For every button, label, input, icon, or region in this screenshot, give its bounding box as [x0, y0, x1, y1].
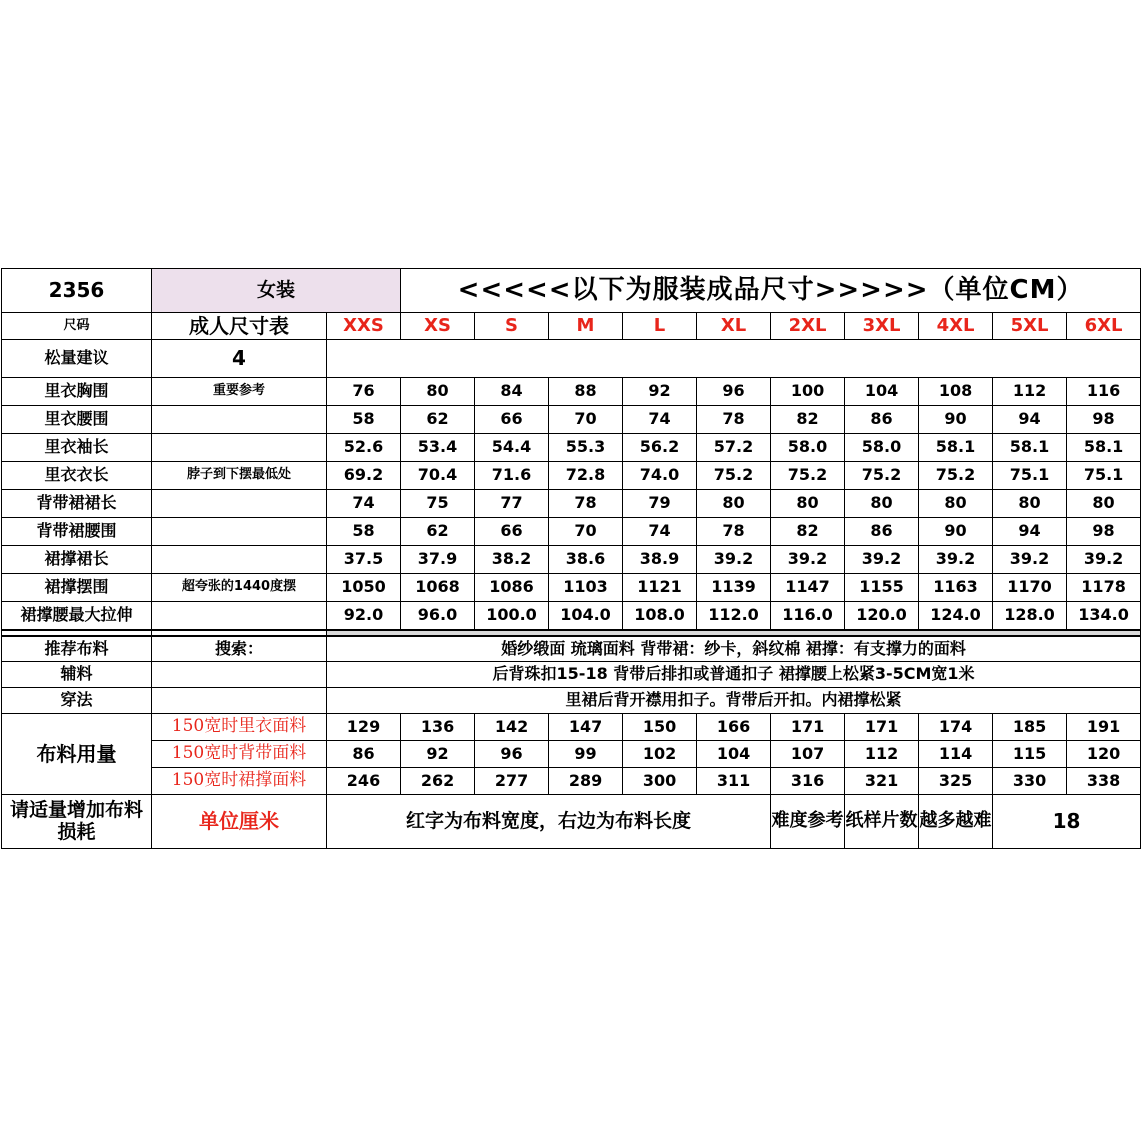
table-cell: 70.4	[401, 462, 475, 490]
table-cell: 75.2	[919, 462, 993, 490]
table-cell: 39.2	[919, 546, 993, 574]
table-cell: 100.0	[475, 602, 549, 630]
table-cell: 39.2	[993, 546, 1067, 574]
table-cell: 39.2	[1067, 546, 1141, 574]
unit-note: 单位厘米	[152, 795, 327, 849]
fabric-label: 推荐布料	[2, 636, 152, 662]
table-cell: 71.6	[475, 462, 549, 490]
row-note: 脖子到下摆最低处	[152, 462, 327, 490]
fabric-row	[2, 636, 1141, 662]
usage-cell: 321	[845, 768, 919, 795]
table-cell: 79	[623, 490, 697, 518]
table-cell: 39.2	[845, 546, 919, 574]
row-label: 里衣腰围	[2, 406, 152, 434]
measurement-rows	[2, 378, 1141, 630]
table-cell: 62	[401, 406, 475, 434]
table-cell: 1050	[327, 574, 401, 602]
table-cell: 66	[475, 406, 549, 434]
table-cell: 80	[919, 490, 993, 518]
table-cell: 58	[327, 406, 401, 434]
usage-cell: 114	[919, 741, 993, 768]
wearing-row	[2, 688, 1141, 714]
footer-row	[2, 795, 1141, 849]
size-header: 6XL	[1067, 313, 1141, 340]
usage-cell: 277	[475, 768, 549, 795]
usage-cell: 171	[771, 714, 845, 741]
size-label: 尺码	[2, 313, 152, 340]
table-row	[2, 546, 1141, 574]
table-cell: 75.1	[993, 462, 1067, 490]
table-cell: 88	[549, 378, 623, 406]
usage-cell: 99	[549, 741, 623, 768]
table-cell: 52.6	[327, 434, 401, 462]
table-row	[2, 406, 1141, 434]
table-cell: 92	[623, 378, 697, 406]
model-number: 2356	[2, 269, 152, 313]
table-cell: 1068	[401, 574, 475, 602]
table-cell: 96.0	[401, 602, 475, 630]
row-note: 重要参考	[152, 378, 327, 406]
wearing-text: 里裙后背开襟用扣子。背带后开扣。内裙撑松紧	[327, 688, 1141, 714]
usage-cell: 150	[623, 714, 697, 741]
table-cell: 58	[327, 518, 401, 546]
table-cell: 53.4	[401, 434, 475, 462]
table-cell: 104.0	[549, 602, 623, 630]
ease-row	[2, 340, 1141, 378]
wearing-label: 穿法	[2, 688, 152, 714]
table-cell: 82	[771, 518, 845, 546]
table-cell: 58.0	[771, 434, 845, 462]
usage-cell: 174	[919, 714, 993, 741]
usage-cell: 102	[623, 741, 697, 768]
usage-cell: 136	[401, 714, 475, 741]
harder-label: 越多越难	[919, 795, 993, 849]
usage-cell: 311	[697, 768, 771, 795]
table-cell: 1163	[919, 574, 993, 602]
usage-cell: 104	[697, 741, 771, 768]
table-cell: 1103	[549, 574, 623, 602]
table-cell: 82	[771, 406, 845, 434]
table-cell: 80	[697, 490, 771, 518]
table-cell: 80	[1067, 490, 1141, 518]
table-cell: 78	[697, 406, 771, 434]
table-cell: 75.2	[697, 462, 771, 490]
table-cell: 100	[771, 378, 845, 406]
difficulty-label: 难度参考	[771, 795, 845, 849]
table-cell: 62	[401, 518, 475, 546]
table-cell: 38.2	[475, 546, 549, 574]
usage-cell: 86	[327, 741, 401, 768]
fabric-search: 搜索：	[152, 636, 327, 662]
table-cell: 116.0	[771, 602, 845, 630]
row-note	[152, 546, 327, 574]
usage-cell: 338	[1067, 768, 1141, 795]
table-cell: 76	[327, 378, 401, 406]
usage-cell: 120	[1067, 741, 1141, 768]
row-label: 里衣袖长	[2, 434, 152, 462]
table-cell: 80	[401, 378, 475, 406]
row-note	[152, 518, 327, 546]
size-chart-table	[1, 268, 1141, 849]
table-cell: 77	[475, 490, 549, 518]
table-cell: 38.6	[549, 546, 623, 574]
table-cell: 134.0	[1067, 602, 1141, 630]
usage-row	[2, 741, 1141, 768]
size-header: XL	[697, 313, 771, 340]
usage-cell: 166	[697, 714, 771, 741]
row-label: 背带裙腰围	[2, 518, 152, 546]
table-cell: 1170	[993, 574, 1067, 602]
table-cell: 124.0	[919, 602, 993, 630]
usage-row-label: 150宽时里衣面料	[152, 714, 327, 741]
table-cell: 120.0	[845, 602, 919, 630]
accessories-row	[2, 662, 1141, 688]
table-cell: 75.1	[1067, 462, 1141, 490]
table-cell: 74	[327, 490, 401, 518]
table-cell: 74	[623, 406, 697, 434]
row-note	[152, 602, 327, 630]
table-cell: 38.9	[623, 546, 697, 574]
table-cell: 74.0	[623, 462, 697, 490]
pieces-count: 18	[993, 795, 1141, 849]
table-cell: 1178	[1067, 574, 1141, 602]
table-cell: 74	[623, 518, 697, 546]
usage-cell: 142	[475, 714, 549, 741]
table-name: 成人尺寸表	[152, 313, 327, 340]
table-row	[2, 518, 1141, 546]
table-cell: 128.0	[993, 602, 1067, 630]
size-header: 5XL	[993, 313, 1067, 340]
table-cell: 104	[845, 378, 919, 406]
ease-label: 松量建议	[2, 340, 152, 378]
table-cell: 108.0	[623, 602, 697, 630]
accessories-text: 后背珠扣15-18 背带后排扣或普通扣子 裙撑腰上松紧3-5CM宽1米	[327, 662, 1141, 688]
usage-cell: 262	[401, 768, 475, 795]
pieces-label: 纸样片数	[845, 795, 919, 849]
usage-label: 布料用量	[2, 714, 152, 795]
table-cell: 108	[919, 378, 993, 406]
usage-cell: 185	[993, 714, 1067, 741]
table-cell: 39.2	[771, 546, 845, 574]
table-cell: 56.2	[623, 434, 697, 462]
usage-cell: 191	[1067, 714, 1141, 741]
table-cell: 80	[771, 490, 845, 518]
table-cell: 69.2	[327, 462, 401, 490]
usage-cell: 147	[549, 714, 623, 741]
table-cell: 1147	[771, 574, 845, 602]
header-row	[2, 269, 1141, 313]
usage-cell: 300	[623, 768, 697, 795]
table-cell: 116	[1067, 378, 1141, 406]
size-header: M	[549, 313, 623, 340]
row-label: 裙撑腰最大拉伸	[2, 602, 152, 630]
table-cell: 86	[845, 406, 919, 434]
table-cell: 75.2	[845, 462, 919, 490]
usage-row-label: 150宽时背带面料	[152, 741, 327, 768]
table-cell: 70	[549, 518, 623, 546]
table-cell: 58.1	[993, 434, 1067, 462]
table-cell: 80	[993, 490, 1067, 518]
table-cell: 1086	[475, 574, 549, 602]
usage-cell: 107	[771, 741, 845, 768]
row-note	[152, 434, 327, 462]
size-header: S	[475, 313, 549, 340]
usage-row	[2, 714, 1141, 741]
usage-cell: 246	[327, 768, 401, 795]
table-cell: 96	[697, 378, 771, 406]
fabric-text: 婚纱缎面 琉璃面料 背带裙：纱卡，斜纹棉 裙撑：有支撑力的面料	[327, 636, 1141, 662]
table-row	[2, 574, 1141, 602]
usage-cell: 316	[771, 768, 845, 795]
row-note	[152, 406, 327, 434]
usage-cell: 171	[845, 714, 919, 741]
table-cell: 92.0	[327, 602, 401, 630]
table-cell: 55.3	[549, 434, 623, 462]
table-cell: 75.2	[771, 462, 845, 490]
table-cell: 66	[475, 518, 549, 546]
table-cell: 1139	[697, 574, 771, 602]
chart-title: <<<<<以下为服装成品尺寸>>>>>（单位CM）	[401, 269, 1141, 313]
usage-cell: 96	[475, 741, 549, 768]
table-cell: 94	[993, 518, 1067, 546]
size-header: XXS	[327, 313, 401, 340]
ease-value: 4	[152, 340, 327, 378]
usage-cell: 112	[845, 741, 919, 768]
table-cell: 90	[919, 406, 993, 434]
row-label: 裙撑裙长	[2, 546, 152, 574]
color-explanation: 红字为布料宽度，右边为布料长度	[327, 795, 771, 849]
usage-cell: 325	[919, 768, 993, 795]
table-cell: 112.0	[697, 602, 771, 630]
table-cell: 80	[845, 490, 919, 518]
table-row	[2, 378, 1141, 406]
table-cell: 78	[697, 518, 771, 546]
loss-note: 请适量增加布料损耗	[2, 795, 152, 849]
table-row	[2, 462, 1141, 490]
table-cell: 94	[993, 406, 1067, 434]
size-row	[2, 313, 1141, 340]
usage-cell: 115	[993, 741, 1067, 768]
table-cell: 57.2	[697, 434, 771, 462]
table-cell: 75	[401, 490, 475, 518]
table-cell: 72.8	[549, 462, 623, 490]
accessories-label: 辅料	[2, 662, 152, 688]
size-header: XS	[401, 313, 475, 340]
table-cell: 86	[845, 518, 919, 546]
row-note: 超夸张的1440度摆	[152, 574, 327, 602]
row-label: 裙撑摆围	[2, 574, 152, 602]
table-row	[2, 602, 1141, 630]
table-cell: 58.1	[1067, 434, 1141, 462]
table-cell: 98	[1067, 406, 1141, 434]
row-note	[152, 490, 327, 518]
table-cell: 58.0	[845, 434, 919, 462]
usage-cell: 92	[401, 741, 475, 768]
fabric-usage-rows	[2, 714, 1141, 795]
table-cell: 90	[919, 518, 993, 546]
category-cell: 女装	[152, 269, 401, 313]
table-cell: 112	[993, 378, 1067, 406]
size-header: 4XL	[919, 313, 993, 340]
row-label: 里衣衣长	[2, 462, 152, 490]
size-header: 3XL	[845, 313, 919, 340]
usage-cell: 289	[549, 768, 623, 795]
table-cell: 37.9	[401, 546, 475, 574]
table-cell: 84	[475, 378, 549, 406]
usage-row	[2, 768, 1141, 795]
table-row	[2, 490, 1141, 518]
table-cell: 98	[1067, 518, 1141, 546]
ease-empty	[327, 340, 1141, 378]
table-cell: 58.1	[919, 434, 993, 462]
usage-cell: 129	[327, 714, 401, 741]
table-cell: 37.5	[327, 546, 401, 574]
usage-row-label: 150宽时裙撑面料	[152, 768, 327, 795]
table-cell: 39.2	[697, 546, 771, 574]
table-row	[2, 434, 1141, 462]
row-label: 背带裙裙长	[2, 490, 152, 518]
table-cell: 1121	[623, 574, 697, 602]
table-cell: 54.4	[475, 434, 549, 462]
size-header: 2XL	[771, 313, 845, 340]
row-label: 里衣胸围	[2, 378, 152, 406]
table-cell: 70	[549, 406, 623, 434]
usage-cell: 330	[993, 768, 1067, 795]
size-header: L	[623, 313, 697, 340]
table-cell: 78	[549, 490, 623, 518]
table-cell: 1155	[845, 574, 919, 602]
